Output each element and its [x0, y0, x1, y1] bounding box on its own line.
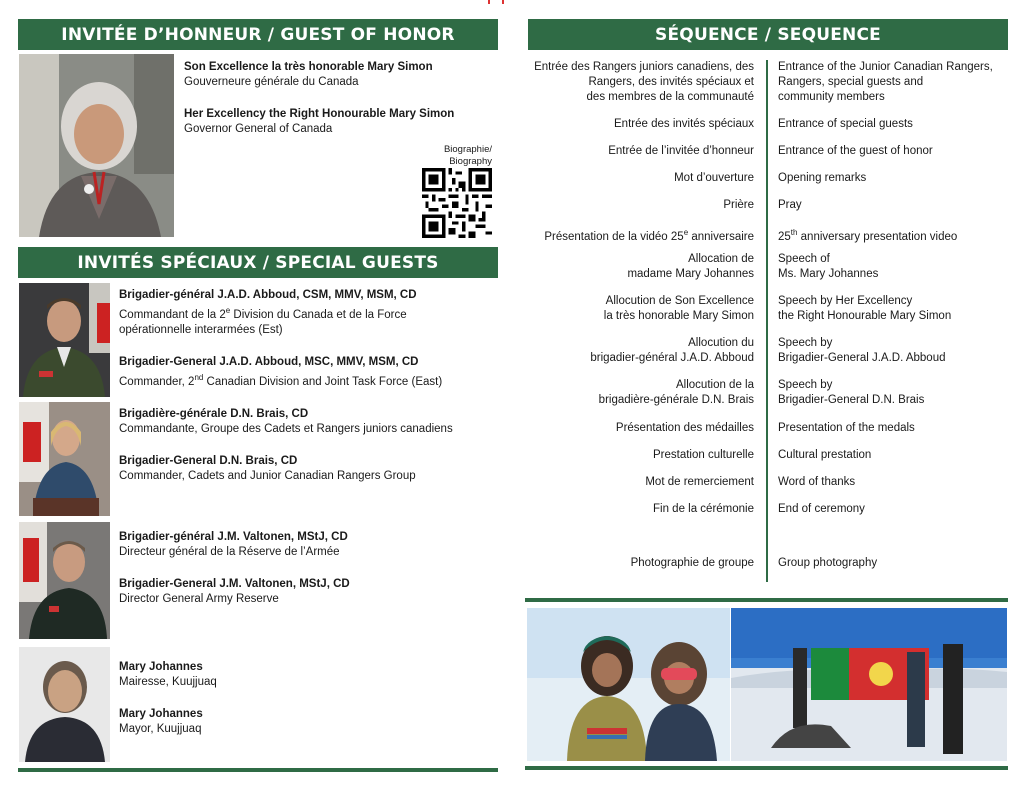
- goh-fr-name: Son Excellence la très honorable Mary Simon: [184, 61, 433, 73]
- sequence-en-line: Group photography: [778, 557, 878, 569]
- sequence-fr-item: [509, 556, 754, 571]
- sequence-banner: SÉQUENCE / SEQUENCE: [528, 19, 1008, 50]
- sequence-fr-item: [509, 294, 754, 324]
- valtonen-en-title: Director General Army Reserve: [119, 593, 279, 605]
- brais-fr-name: Brigadière-générale D.N. Brais, CD: [119, 408, 309, 420]
- abboud-fr-title-line2: opérationnelle interarmées (Est): [119, 323, 283, 336]
- sequence-en-item: [778, 60, 1018, 105]
- sequence-fr-line: Prestation culturelle: [653, 449, 754, 461]
- sequence-en-item: [778, 294, 1018, 324]
- sequence-en-line: End of ceremony: [778, 503, 865, 515]
- abboud-en-name: Brigadier-General J.A.D. Abboud, MSC, MMV, MSM, CD: [119, 355, 419, 368]
- johannes-en-title: Mayor, Kuujjuaq: [119, 723, 202, 735]
- sequence-fr-line: madame Mary Johannes: [627, 268, 754, 280]
- sequence-en-line: 25th anniversary presentation video: [778, 228, 958, 243]
- sequence-fr-line: Photographie de groupe: [630, 557, 754, 569]
- johannes-fr-title: Mairesse, Kuujjuaq: [119, 676, 217, 688]
- mary-simon-portrait: [19, 54, 174, 237]
- sequence-en-item: [778, 252, 1018, 282]
- sequence-en-line: Opening remarks: [778, 172, 867, 184]
- sequence-en-line: Ms. Mary Johannes: [778, 268, 879, 280]
- sequence-fr-item: [509, 117, 754, 132]
- sequence-fr-line: Mot de remerciement: [645, 476, 754, 488]
- johannes-en-name: Mary Johannes: [119, 708, 203, 720]
- sequence-fr-line: brigadière-générale D.N. Brais: [598, 394, 754, 406]
- sequence-divider: [766, 60, 768, 582]
- valtonen-fr-name: Brigadier-général J.M. Valtonen, MStJ, CD: [119, 531, 348, 543]
- sequence-fr-item: [509, 60, 754, 105]
- sequence-en-item: [778, 198, 1018, 213]
- johannes-fr-name: Mary Johannes: [119, 661, 203, 673]
- sequence-fr-line: Entrée des invités spéciaux: [614, 118, 754, 130]
- sequence-fr-item: [509, 502, 754, 517]
- sequence-en-line: Entrance of the Junior Canadian Rangers,: [778, 61, 993, 73]
- sequence-en-item: [778, 117, 1018, 132]
- sequence-en-line: the Right Honourable Mary Simon: [778, 310, 952, 322]
- goh-en-title: Governor General of Canada: [184, 123, 333, 135]
- sequence-en-line: Brigadier-General D.N. Brais: [778, 394, 925, 406]
- johannes-portrait: [19, 647, 110, 762]
- sequence-en-item: [778, 171, 1018, 186]
- sequence-fr-line: Allocution de Son Excellence: [605, 295, 754, 307]
- sequence-fr-line: Mot d’ouverture: [674, 172, 754, 184]
- rangers-photo-right: [731, 608, 1007, 761]
- sequence-en-line: Speech by: [778, 337, 833, 349]
- sequence-fr-item: [509, 252, 754, 282]
- abboud-fr-title: Commandant de la 2e Division du Canada et de la Force: [119, 306, 407, 321]
- sequence-fr-item: [509, 475, 754, 490]
- sequence-en-line: Presentation of the medals: [778, 422, 915, 434]
- sequence-en-item: [778, 336, 1018, 366]
- sequence-en-item: [778, 378, 1018, 408]
- valtonen-fr-title: Directeur général de la Réserve de l’Armée: [119, 546, 340, 558]
- sequence-en-line: Speech of: [778, 253, 830, 265]
- sequence-en-item: [778, 502, 1018, 517]
- sequence-fr-item: [509, 225, 754, 245]
- valtonen-en-name: Brigadier-General J.M. Valtonen, MStJ, CD: [119, 578, 350, 590]
- sequence-fr-item: [509, 336, 754, 366]
- sequence-fr-line: Entrée des Rangers juniors canadiens, des: [534, 61, 754, 73]
- biography-qr-code[interactable]: [422, 168, 492, 238]
- brais-portrait: [19, 402, 110, 516]
- sequence-fr-line: Allocution de la: [676, 379, 754, 391]
- sequence-en-line: community members: [778, 91, 885, 103]
- sequence-fr-item: [509, 448, 754, 463]
- sequence-en-item: [778, 556, 1018, 571]
- sequence-fr-line: Présentation de la vidéo 25e anniversaire: [544, 228, 754, 243]
- sequence-en-line: Pray: [778, 199, 802, 211]
- right-bottom-rule: [525, 766, 1008, 770]
- sequence-en-line: Speech by: [778, 379, 833, 391]
- sequence-fr-item: [509, 421, 754, 436]
- sequence-en-line: Word of thanks: [778, 476, 856, 488]
- sequence-fr-item: [509, 378, 754, 408]
- sequence-fr-line: la très honorable Mary Simon: [603, 310, 754, 322]
- sequence-fr-line: Entrée de l’invitée d’honneur: [608, 145, 754, 157]
- brais-en-title: Commander, Cadets and Junior Canadian Rangers Group: [119, 470, 416, 482]
- sequence-en-line: Brigadier-General J.A.D. Abboud: [778, 352, 946, 364]
- valtonen-portrait: [19, 522, 110, 639]
- sequence-fr-line: Allocution du: [688, 337, 754, 349]
- sequence-fr-line: Prière: [723, 199, 754, 211]
- sequence-fr-line: brigadier-général J.A.D. Abboud: [590, 352, 754, 364]
- sequence-fr-line: des membres de la communauté: [586, 91, 754, 103]
- sequence-en-line: Entrance of special guests: [778, 118, 913, 130]
- sequence-en-item: [778, 475, 1018, 490]
- qr-label-fr: Biographie/: [443, 144, 492, 155]
- sequence-en-line: Rangers, special guests and: [778, 76, 924, 88]
- sequence-en-item: [778, 144, 1018, 159]
- goh-fr-title: Gouverneure générale du Canada: [184, 76, 359, 88]
- abboud-en-title: Commander, 2nd Canadian Division and Joint Task Force (East): [119, 372, 443, 388]
- sequence-en-line: Cultural prestation: [778, 449, 872, 461]
- sequence-fr-item: [509, 144, 754, 159]
- right-top-rule: [525, 598, 1008, 602]
- sequence-fr-line: Rangers, des invités spéciaux et: [588, 76, 754, 88]
- sequence-en-line: Speech by Her Excellency: [778, 295, 913, 307]
- sequence-fr-line: Allocation de: [688, 253, 754, 265]
- sequence-fr-line: Présentation des médailles: [615, 422, 754, 434]
- rangers-photo-left: [527, 608, 730, 761]
- abboud-fr-name: Brigadier-général J.A.D. Abboud, CSM, MMV, MSM, CD: [119, 289, 417, 301]
- top-red-mark: [488, 0, 506, 4]
- sequence-en-item: [778, 225, 1018, 245]
- goh-en-name: Her Excellency the Right Honourable Mary Simon: [184, 108, 455, 120]
- sequence-fr-item: [509, 198, 754, 213]
- special-guests-banner: INVITÉS SPÉCIAUX / SPECIAL GUESTS: [18, 247, 498, 278]
- brais-fr-title: Commandante, Groupe des Cadets et Rangers juniors canadiens: [119, 423, 453, 435]
- sequence-fr-item: [509, 171, 754, 186]
- abboud-portrait: [19, 283, 110, 397]
- sequence-en-item: [778, 421, 1018, 436]
- left-bottom-rule: [18, 768, 498, 772]
- qr-label-en: Biography: [449, 156, 492, 167]
- sequence-en-item: [778, 448, 1018, 463]
- guest-of-honor-banner: INVITÉE D’HONNEUR / GUEST OF HONOR: [18, 19, 498, 50]
- sequence-fr-line: Fin de la cérémonie: [653, 503, 754, 515]
- brais-en-name: Brigadier-General D.N. Brais, CD: [119, 455, 298, 467]
- sequence-en-line: Entrance of the guest of honor: [778, 145, 933, 157]
